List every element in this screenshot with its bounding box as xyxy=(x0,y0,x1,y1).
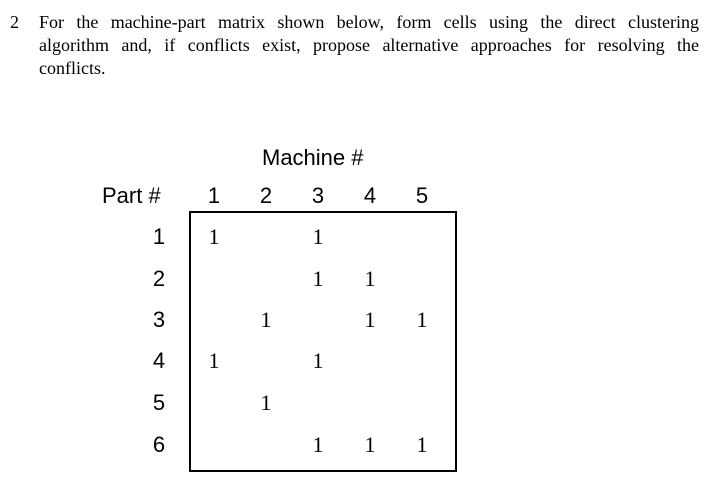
part-header-1: 1 xyxy=(152,224,166,249)
problem-text-line-1: For the machine-part matrix shown below, form cells using the direct clustering xyxy=(39,12,699,32)
matrix-cell-p1-m3: 1 xyxy=(312,224,324,249)
matrix-cell-p2-m3: 1 xyxy=(312,266,324,291)
matrix-cell-p4-m1: 1 xyxy=(208,348,220,373)
machine-part-matrix xyxy=(0,130,716,500)
matrix-cell-p5-m2: 1 xyxy=(260,390,272,415)
machine-axis-title: Machine # xyxy=(262,145,364,170)
problem-text-line-2: algorithm and, if conflicts exist, propose alternative approaches for resolving the xyxy=(39,35,699,55)
part-axis-title: Part # xyxy=(102,183,161,208)
matrix-cell-p1-m1: 1 xyxy=(208,224,220,249)
machine-header-1: 1 xyxy=(207,183,221,208)
part-header-6: 6 xyxy=(152,432,166,457)
part-header-5: 5 xyxy=(152,390,166,415)
machine-header-3: 3 xyxy=(311,183,325,208)
problem-text-line-3: conflicts. xyxy=(39,58,106,78)
matrix-cell-p6-m5: 1 xyxy=(416,432,428,457)
part-header-2: 2 xyxy=(152,266,166,291)
matrix-cell-p3-m2: 1 xyxy=(260,307,272,332)
machine-header-4: 4 xyxy=(363,183,377,208)
matrix-cell-p6-m4: 1 xyxy=(364,432,376,457)
machine-header-2: 2 xyxy=(259,183,273,208)
problem-text xyxy=(39,11,699,80)
machine-header-5: 5 xyxy=(415,183,429,208)
part-header-4: 4 xyxy=(152,348,166,373)
matrix-cell-p4-m3: 1 xyxy=(312,348,324,373)
part-header-3: 3 xyxy=(152,307,166,332)
matrix-cell-p3-m4: 1 xyxy=(364,307,376,332)
matrix-cell-p3-m5: 1 xyxy=(416,307,428,332)
problem-statement xyxy=(0,0,716,90)
matrix-cell-p6-m3: 1 xyxy=(312,432,324,457)
problem-number: 2 xyxy=(10,12,19,32)
matrix-cell-p2-m4: 1 xyxy=(364,266,376,291)
